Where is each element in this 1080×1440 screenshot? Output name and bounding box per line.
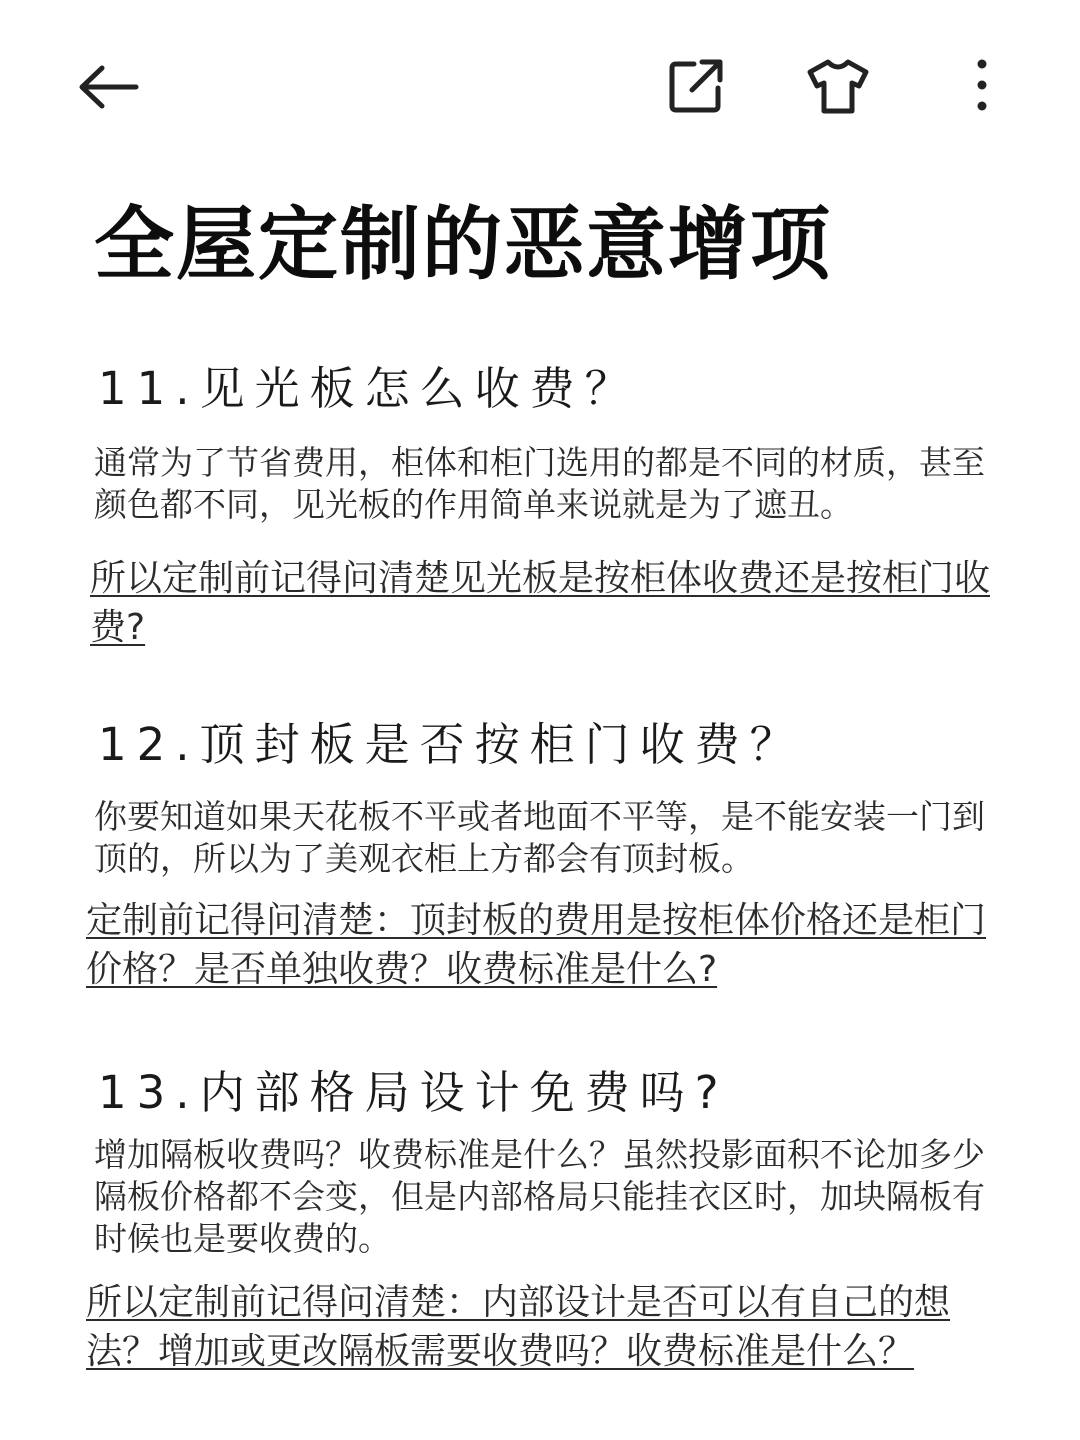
section-note: 所以定制前记得问清楚见光板是按柜体收费还是按柜门收费? bbox=[90, 558, 991, 648]
top-toolbar bbox=[0, 0, 1080, 170]
section-13 bbox=[0, 1040, 1080, 1430]
section-12 bbox=[0, 690, 1080, 1010]
section-note: 所以定制前记得问清楚：内部设计是否可以有自己的想法？增加或更改隔板需要收费吗？收费标准是什么？ bbox=[86, 1282, 951, 1372]
section-heading: 13.内部格局设计免费吗? bbox=[98, 1066, 729, 1119]
more-vertical-icon bbox=[964, 56, 1000, 116]
theme-button[interactable] bbox=[806, 56, 870, 116]
share-external-icon bbox=[666, 56, 726, 116]
section-heading: 11.见光板怎么收费？ bbox=[98, 362, 640, 415]
tshirt-icon bbox=[806, 56, 870, 116]
section-body: 你要知道如果天花板不平或者地面不平等，是不能安装一门到顶的，所以为了美观衣柜上方都会有顶封板。 bbox=[94, 797, 985, 878]
share-button[interactable] bbox=[666, 56, 726, 116]
section-11 bbox=[0, 340, 1080, 670]
more-options-button[interactable] bbox=[964, 56, 1000, 116]
article-title: 全屋定制的恶意增项 bbox=[94, 198, 832, 291]
section-heading: 12.顶封板是否按柜门收费？ bbox=[98, 718, 805, 771]
section-note: 定制前记得问清楚：顶封板的费用是按柜体价格还是柜门价格？是否单独收费？收费标准是什么? bbox=[86, 900, 987, 990]
section-body: 增加隔板收费吗？收费标准是什么？虽然投影面积不论加多少隔板价格都不会变，但是内部格局只能挂衣区时，加块隔板有时候也是要收费的。 bbox=[94, 1135, 985, 1258]
back-button[interactable] bbox=[76, 60, 140, 114]
arrow-left-icon bbox=[76, 60, 140, 114]
section-body: 通常为了节省费用，柜体和柜门选用的都是不同的材质，甚至颜色都不同，见光板的作用简单来说就是为了遮丑。 bbox=[94, 443, 985, 524]
